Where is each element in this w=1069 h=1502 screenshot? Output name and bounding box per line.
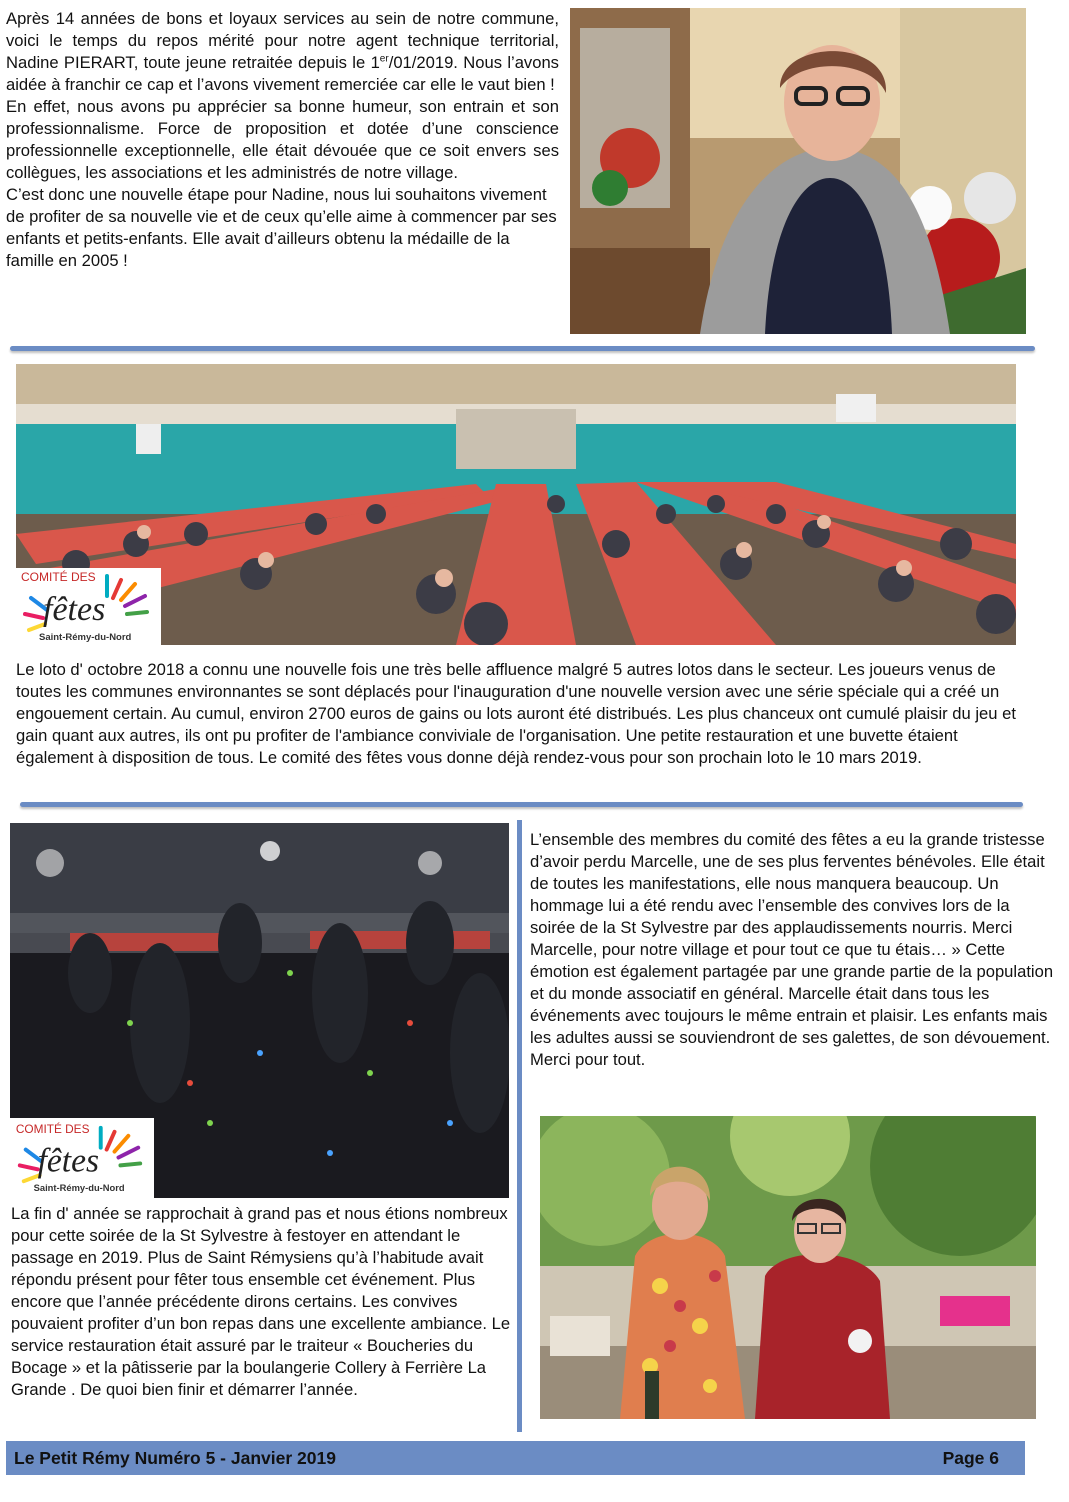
section-divider bbox=[20, 802, 1023, 807]
logo-main-text: fêtes bbox=[43, 591, 106, 628]
loto-hall-photo bbox=[16, 364, 1016, 645]
retirement-paragraph-2: En effet, nous avons pu apprécier sa bonne humeur, son entrain et son professionnalisme. Force de proposition et dotée d’une conscience professionnelle exceptionnelle, elle était dévouée que ce soit envers ses collègues, les associations et les administrés de notre village. bbox=[6, 97, 559, 182]
logo-place-text: Saint-Rémy-du-Nord bbox=[33, 1183, 125, 1194]
section-divider bbox=[10, 346, 1035, 351]
logo-main-text: fêtes bbox=[37, 1142, 100, 1180]
comite-des-fetes-logo bbox=[6, 1118, 154, 1198]
logo-top-text: COMITÉ DES bbox=[15, 1121, 90, 1136]
retirement-paragraph-3: C’est donc une nouvelle étape pour Nadine, nous lui souhaitons vivement de profiter de sa nouvelle vie et de ceux qu’elle aime à commencer par ses enfants et petits-enfants. Elle avait d’ailleurs obtenu la médaille de la famille en 2005 ! bbox=[6, 185, 557, 270]
comite-des-fetes-logo bbox=[11, 568, 161, 645]
publication-title: Le Petit Rémy Numéro 5 - Janvier 2019 bbox=[14, 1447, 336, 1468]
column-divider bbox=[517, 820, 522, 1432]
page-number: Page 6 bbox=[942, 1447, 999, 1468]
retiree-portrait-photo bbox=[570, 8, 1026, 334]
page-footer bbox=[6, 1441, 1025, 1475]
loto-article-text: Le loto d' octobre 2018 a connu une nouvelle fois une très belle affluence malgré 5 autres lotos dans le secteur. Les joueurs venus de toutes les communes environnantes se sont déplacés pour l'inauguration d'une nouvelle version avec une série spéciale qui a créé un engouement certain. Au cumul, environ 2700 euros de gains ou lots auront été distribués. Les plus chanceux ont cumulé plaisir du jeu et gain quant aux autres, ils ont pu profiter de l'ambiance conviviale de l'organisation. Une petite restauration et une buvette étaient également à disposition de tous. Le comité des fêtes vous donne déjà rendez-vous pour son prochain loto le 10 mars 2019. bbox=[16, 660, 1016, 767]
tribute-photo bbox=[540, 1116, 1036, 1419]
retirement-article bbox=[6, 8, 559, 272]
retirement-paragraph-1: Après 14 années de bons et loyaux services au sein de notre commune, voici le temps du repos mérité pour notre agent technique territorial, Nadine PIERART, toute jeune retraitée depuis le 1er/01/2019. Nous l’avons aidée à franchir ce cap et l’avons vivement remerciée car elle le vaut bien ! bbox=[6, 9, 559, 94]
logo-top-text: COMITÉ DES bbox=[21, 570, 96, 584]
tribute-article-text: L’ensemble des membres du comité des fêtes a eu la grande tristesse d’avoir perdu Marcelle, une de ses plus ferventes bénévoles. Elle était de toutes les manifestations, elle nous manquera beaucoup. Un hommage lui a été rendu avec l’ensemble des convives lors de la soirée de la St Sylvestre par des applaudissements nourris. Merci Marcelle, pour notre village et pour tout ce que tu étais… » Cette émotion est également partagée par une grande partie de la population et du monde associatif en général. Marcelle était dans tous les événements avec toujours le même entrain et plaisir. Les enfants mais les adultes aussi se souviendront de ses galettes, de son dévouement. Merci pour tout. bbox=[530, 830, 1054, 1069]
new-year-article-text: La fin d' année se rapprochait à grand pas et nous étions nombreux pour cette soirée de la St Sylvestre à festoyer en attendant le passage en 2019. Plus de Saint Rémysiens qu’à l’habitude avait répondu présent pour fêter tous ensemble cet événement. Plus encore que l’année précédente dirons certains. Les convives pouvaient profiter d’un bon repas dans une excellente ambiance. Le service restauration était assuré par le traiteur « Boucheries du Bocage » et la pâtisserie par la boulangerie Collery à Ferrière La Grande . De quoi bien finir et démarrer l’année. bbox=[11, 1204, 511, 1399]
logo-place-text: Saint-Rémy-du-Nord bbox=[39, 632, 132, 643]
